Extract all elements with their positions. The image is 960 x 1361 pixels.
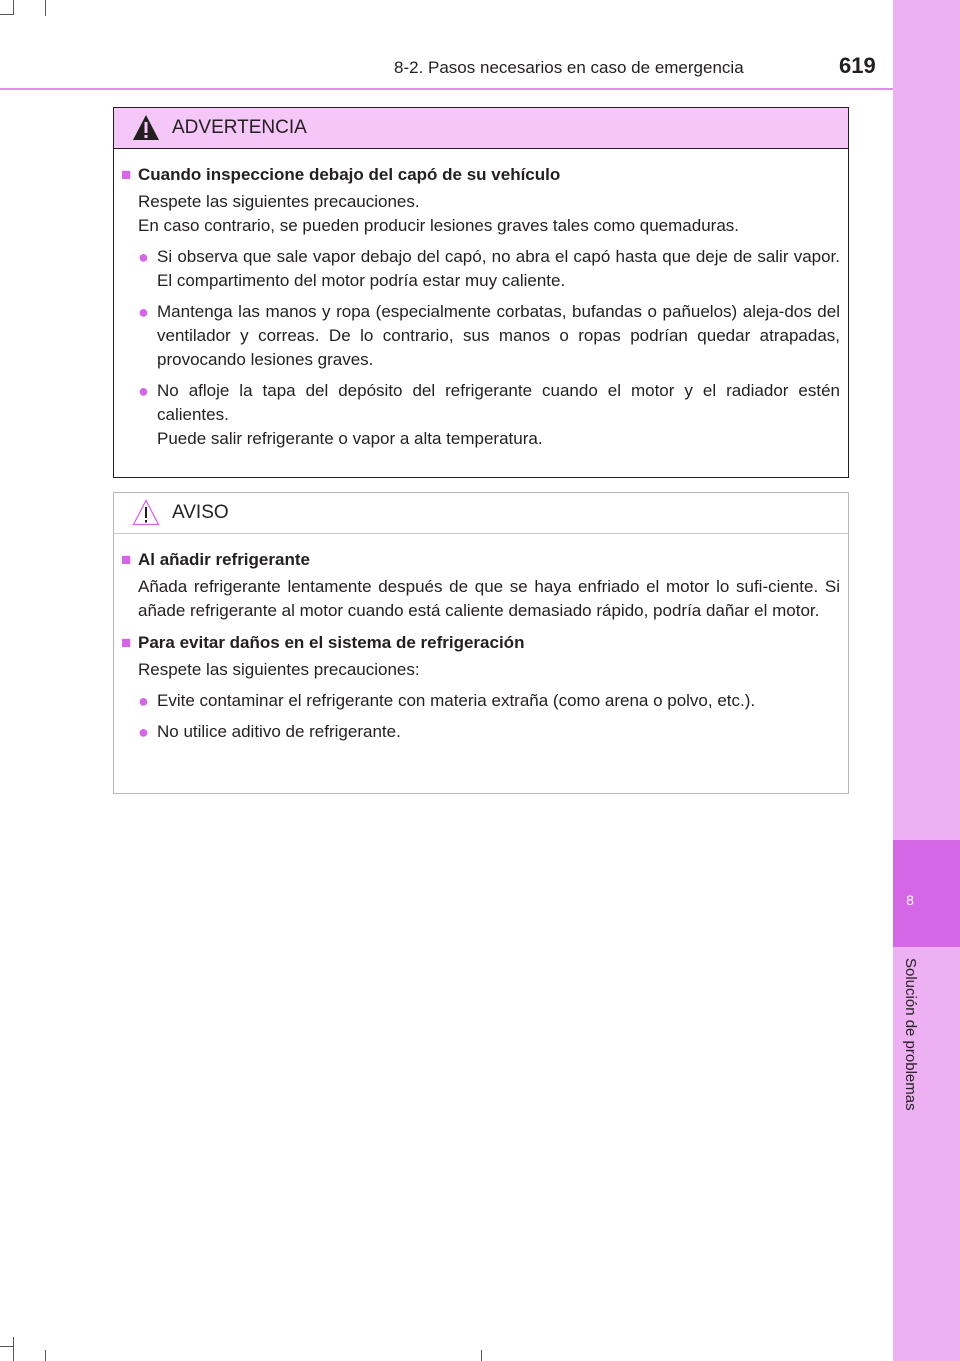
caution-triangle-icon	[132, 499, 160, 526]
circle-bullet-icon: ●	[138, 381, 149, 401]
crop-mark	[13, 1337, 14, 1361]
list-item-text: Si observa que sale vapor debajo del capó, no abra el capó hasta que deje de salir vapor. El compartimento del motor podría estar muy caliente.	[157, 247, 840, 290]
section-heading-text: Para evitar daños en el sistema de refrigeración	[138, 633, 525, 652]
paragraph: En caso contrario, se pueden producir lesiones graves tales como quemaduras.	[138, 216, 740, 235]
circle-bullet-icon: ●	[138, 302, 149, 322]
page-number: 619	[839, 53, 876, 78]
warning-box	[113, 107, 849, 478]
list-item	[121, 245, 840, 293]
list-item-text	[157, 379, 840, 451]
square-bullet-icon: ■	[121, 550, 132, 569]
crop-mark	[481, 1350, 482, 1361]
list-item	[121, 300, 840, 372]
notice-title: AVISO	[172, 502, 229, 523]
circle-bullet-icon: ●	[138, 247, 149, 267]
section-heading	[121, 162, 840, 188]
paragraph: Respete las siguientes precauciones.	[138, 192, 420, 211]
list-item-text: Mantenga las manos y ropa (especialmente corbatas, bufandas o pañuelos) aleja-dos del ventilador y correas. De lo contrario, sus manos o ropas podrían quedar atrapadas, provocando lesiones graves.	[157, 302, 840, 369]
section-title: 8-2. Pasos necesarios en caso de emergencia	[394, 58, 744, 77]
section-heading	[121, 630, 840, 656]
paragraph: Añada refrigerante lentamente después de que se haya enfriado el motor lo sufi-ciente. Si añade refrigerante al motor cuando está caliente demasiado rápido, podría dañar el motor.	[138, 577, 840, 620]
circle-bullet-icon: ●	[138, 722, 149, 742]
list-item	[121, 720, 840, 744]
section-heading-text: Al añadir refrigerante	[138, 550, 310, 569]
list-item-line: No afloje la tapa del depósito del refrigerante cuando el motor y el radiador estén calientes.	[157, 381, 840, 424]
list-item	[121, 689, 840, 713]
crop-mark	[0, 14, 14, 15]
warning-body	[114, 149, 848, 451]
notice-body	[114, 534, 848, 744]
crop-mark	[13, 0, 14, 14]
warning-box-header	[114, 108, 848, 149]
side-tab	[893, 0, 960, 1361]
list-item-text: Evite contaminar el refrigerante con materia extraña (como arena o polvo, etc.).	[157, 691, 756, 710]
section-heading	[121, 547, 840, 573]
square-bullet-icon: ■	[121, 633, 132, 652]
crop-mark	[45, 0, 46, 16]
chapter-title: Solución de problemas	[902, 958, 919, 1111]
circle-bullet-icon: ●	[138, 691, 149, 711]
notice-box	[113, 492, 849, 794]
crop-mark	[0, 1346, 14, 1347]
header-rule	[0, 88, 893, 90]
warning-title: ADVERTENCIA	[172, 117, 307, 138]
list-item-line: Puede salir refrigerante o vapor a alta temperatura.	[157, 429, 543, 448]
chapter-number: 8	[906, 892, 914, 908]
section-heading-text: Cuando inspeccione debajo del capó de su vehículo	[138, 165, 561, 184]
square-bullet-icon: ■	[121, 165, 132, 184]
warning-triangle-icon	[132, 114, 160, 141]
list-item-text: No utilice aditivo de refrigerante.	[157, 722, 401, 741]
paragraph: Respete las siguientes precauciones:	[138, 660, 420, 679]
list-item	[121, 379, 840, 451]
crop-mark	[45, 1350, 46, 1361]
notice-box-header	[114, 493, 848, 534]
